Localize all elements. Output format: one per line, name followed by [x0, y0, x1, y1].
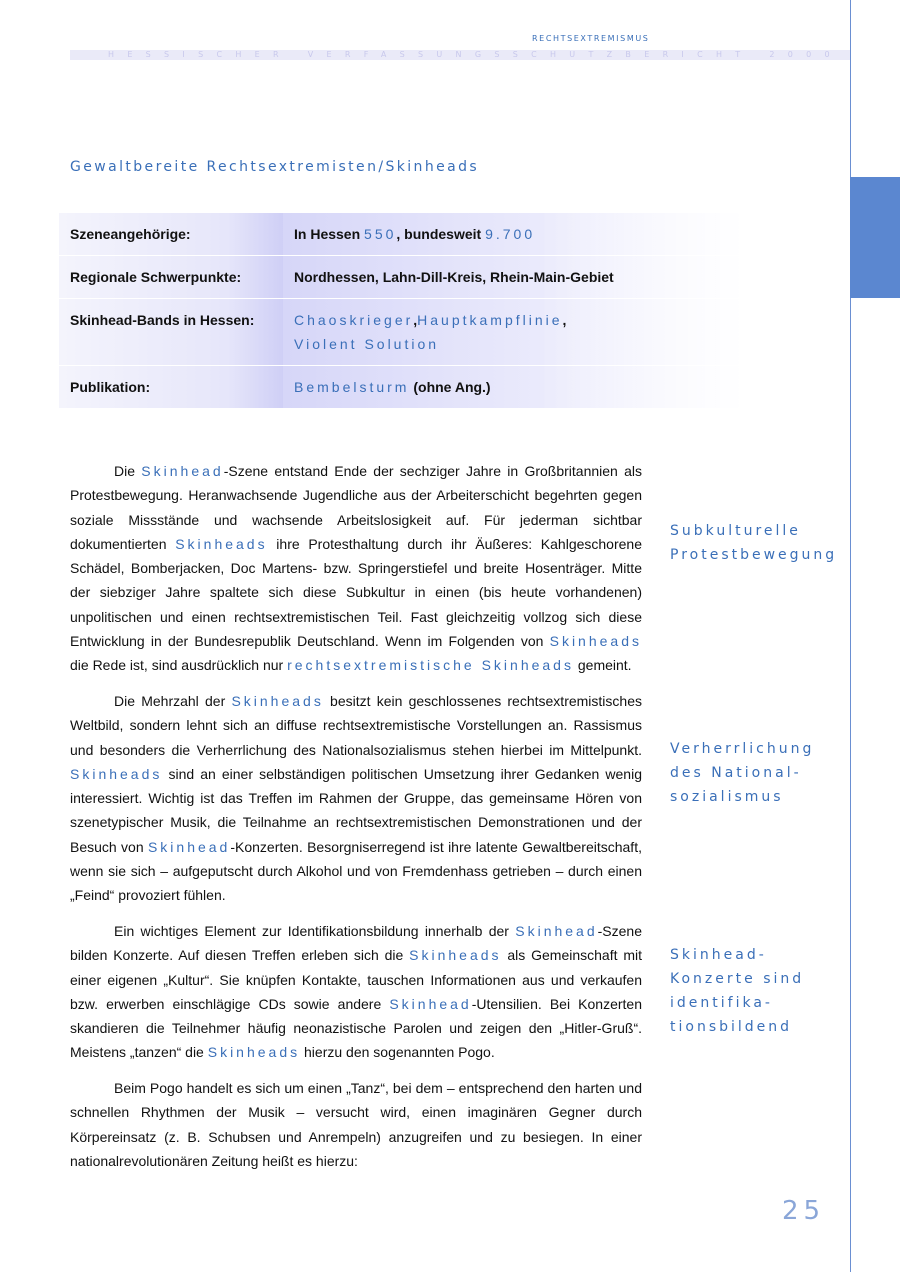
margin-note-line: Skinhead- [670, 947, 767, 963]
page-number: 25 [782, 1196, 826, 1226]
publication-name: Bembelsturm [294, 379, 410, 395]
table-label: Skinhead-Bands in Hessen: [59, 299, 283, 366]
table-label: Szeneangehörige: [59, 213, 283, 256]
table-label: Regionale Schwerpunkte: [59, 256, 283, 299]
separator: , [562, 312, 567, 328]
value-keyword: 9.700 [485, 226, 536, 242]
keyword: Skinheads [409, 947, 502, 964]
keyword: rechtsextremistische Skinheads [287, 657, 574, 674]
margin-note-line: Verherrlichung [670, 741, 815, 757]
chapter-side-tab [850, 177, 900, 298]
body-paragraph [70, 689, 642, 908]
keyword: Skinhead [515, 923, 598, 939]
margin-note [670, 737, 814, 809]
running-title: RECHTSEXTREMISMUS [532, 34, 650, 43]
margin-note-line: Konzerte sind [670, 971, 805, 987]
margin-note [670, 943, 804, 1039]
value-text: (ohne Ang.) [409, 379, 491, 395]
header-subtitle: HESSISCHER VERFASSUNGSSCHUTZBERICHT 2000 [108, 50, 843, 59]
text: als Gemeinschaft mit einer eigenen „Kultur“. Sie knüpfen Kontakte, tauschen Informationen aus und verkaufen bzw. erwerben einschlägige CDs sowie andere [70, 947, 642, 1012]
text: sind an einer selbständigen politischen Umsetzung ihrer Gedanken wenig interessiert. Wichtig ist das Treffen im Rahmen der Gruppe, das gemeinsame Hören von szenetypischer Musik, die Teilnahme an rechtsextremistischen Demonstrationen und der Besuch von [70, 765, 642, 855]
margin-note-line: Subkulturelle [670, 523, 801, 539]
text: -Utensilien. Bei Konzerten skandieren die Teilnehmer häufig neonazistische Parolen und zeigen den „Hitler-Gruß“. Meistens „tanzen“ die [70, 995, 642, 1061]
band-name: Violent Solution [294, 336, 440, 352]
separator: , [413, 312, 418, 328]
body-paragraph: Beim Pogo handelt es sich um einen „Tanz“, bei dem – entsprechend den harten und schnellen Rhythmen der Musik – versucht wird, einen imaginären Gegner durch Körpereinsatz (z. B. Schubsen und Anrempeln) anzugreifen und zu besiegen. In einer nationalrevolutionären Zeitung heißt es hierzu: [70, 1080, 642, 1169]
margin-note-line: sozialismus [670, 789, 784, 805]
table-label: Publikation: [59, 366, 283, 409]
keyword: Skinheads [175, 535, 268, 552]
keyword: Skinheads [231, 693, 324, 709]
keyword: Skinhead [141, 463, 224, 479]
text: -Szene bilden Konzerte. Auf diesen Treffen erleben sich die [70, 923, 642, 964]
body-paragraph [70, 919, 642, 1065]
value-text: In Hessen [294, 226, 365, 242]
text: Ein wichtiges Element zur Identifikationsbildung innerhalb der [114, 923, 516, 939]
table-row [59, 299, 749, 366]
table-row [59, 213, 749, 256]
value-keyword: 550 [364, 226, 397, 242]
text: besitzt kein geschlossenes rechtsextremistisches Weltbild, sondern lehnt sich an diffuse rechtsextremistische Vorstellungen an. Rassismus und besonders die Verherrlichung des Nationalsozialismus stehen hierbei im Mittelpunkt. [70, 693, 642, 758]
table-row [59, 256, 749, 299]
text: Die Mehrzahl der [114, 693, 232, 709]
keyword: Skinhead [147, 838, 231, 855]
table-value [283, 299, 749, 366]
table-value [283, 366, 749, 409]
margin-note-line: tionsbildend [670, 1019, 793, 1035]
text: ihre Protesthaltung durch ihr Äußeres: Kahlgeschorene Schädel, Bomberjacken, Doc Martens- bzw. Springerstiefel und breite Hosenträger. Mitte der siebziger Jahre spaltete sich diese Subkultur in einen (bis heute vorhandenen) unpolitischen und einen rechtsextremistischen Teil. Fast gleichzeitig vollzog sich diese Entwicklung in der Bundesrepublik Deutschland. Wenn im Folgenden von [70, 535, 642, 650]
section-heading: Gewaltbereite Rechtsextremisten/Skinheads [70, 159, 480, 175]
table-value [283, 213, 749, 256]
body-paragraph [70, 459, 642, 678]
text: -Szene entstand Ende der sechziger Jahre in Großbritannien als Protestbewegung. Heranwachsende Jugendliche aus der Arbeiterschicht begehrten gegen soziale Missstände und wachsende Arbeitslosigkeit auf. Für jederman sichtbar dokumentierten [70, 463, 642, 552]
margin-note-line: des National- [670, 765, 802, 781]
margin-note-line: identifika- [670, 995, 773, 1011]
text: hierzu den sogenannten Pogo. [300, 1044, 495, 1061]
margin-note [670, 519, 837, 567]
table-value: Nordhessen, Lahn-Dill-Kreis, Rhein-Main-Gebiet [283, 256, 749, 299]
band-name: Chaoskrieger [294, 312, 414, 328]
keyword: Skinheads [549, 633, 642, 650]
table-row [59, 366, 749, 409]
band-name: Hauptkampflinie [417, 312, 563, 328]
fact-table [59, 213, 749, 409]
text: Die [114, 463, 142, 479]
text: gemeint. [573, 657, 632, 674]
keyword: Skinhead [389, 995, 472, 1012]
value-text: , bundesweit [396, 226, 486, 242]
keyword: Skinheads [207, 1044, 301, 1061]
margin-note-line: Protestbewegung [670, 547, 838, 563]
text: -Konzerten. Besorgniserregend ist ihre latente Gewaltbereitschaft, wenn sie sich – aufgeputscht durch Alkohol und von Fremdenhass getrieben – durch einen „Feind“ provoziert fühlen. [70, 838, 642, 904]
text: die Rede ist, sind ausdrücklich nur [70, 657, 288, 674]
keyword: Skinheads [70, 765, 163, 782]
